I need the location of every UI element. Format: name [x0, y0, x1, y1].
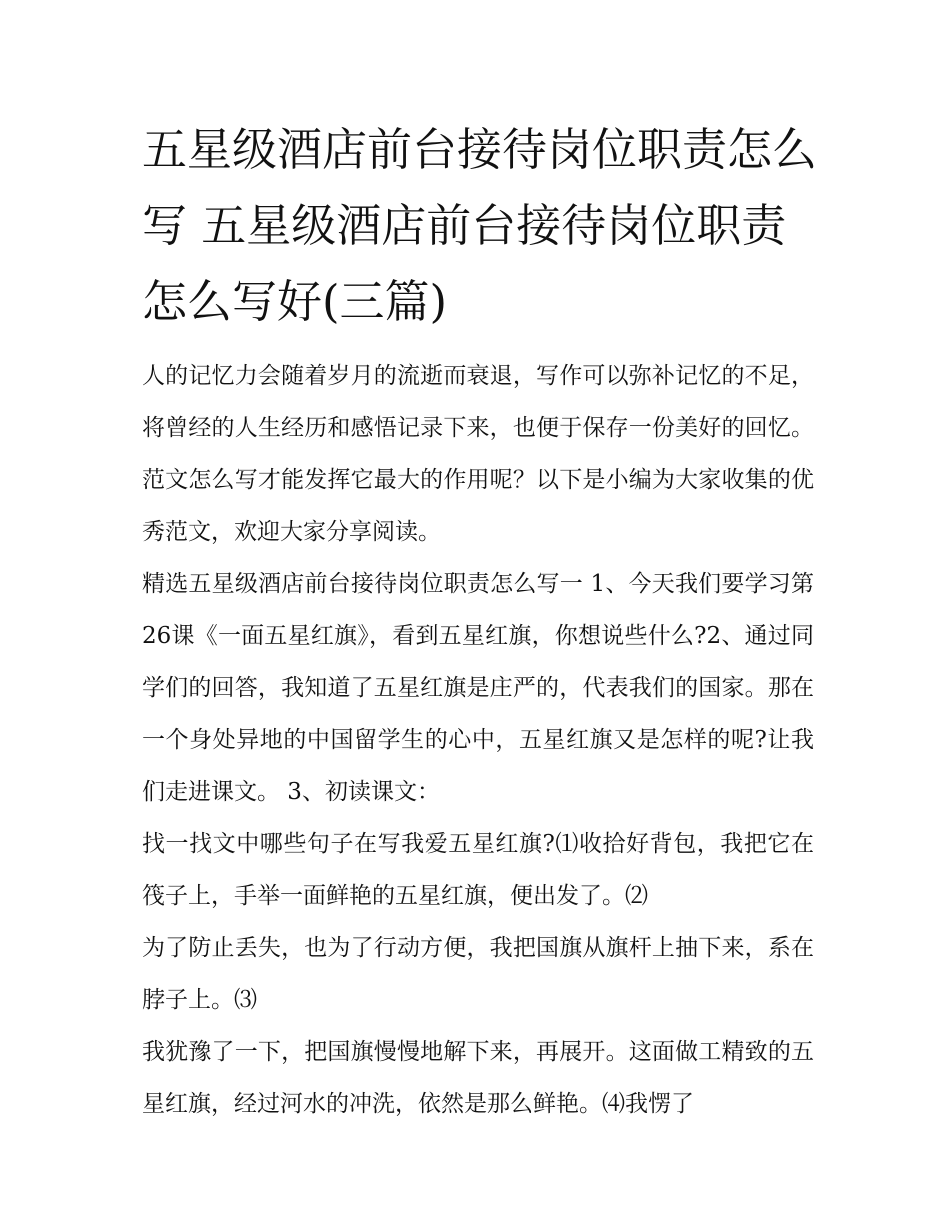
- paragraph-intro: 人的记忆力会随着岁月的流逝而衰退，写作可以弥补记忆的不足，将曾经的人生经历和感悟记录下来，也便于保存一份美好的回忆。范文怎么写才能发挥它最大的作用呢？以下是小编为大家收集的优秀范文，欢迎大家分享阅读。: [142, 363, 814, 545]
- paragraph-tie-flag: 为了防止丢失，也为了行动方便，我把国旗从旗杆上抽下来，系在脖子上。⑶: [142, 935, 814, 1013]
- document-title: 五星级酒店前台接待岗位职责怎么写 五星级酒店前台接待岗位职责怎么写好(三篇): [142, 123, 818, 328]
- paragraph-find-sentences: 找一找文中哪些句子在写我爱五星红旗?⑴收拾好背包，我把它在筏子上，手举一面鲜艳的五星红旗，便出发了。⑵: [142, 831, 814, 909]
- document-body: [142, 350, 814, 1130]
- paragraph-lesson: 精选五星级酒店前台接待岗位职责怎么写一 1、今天我们要学习第26课《一面五星红旗》，看到五星红旗，你想说些什么?2、通过同学们的回答，我知道了五星红旗是庄严的，代表我们的国家。那在一个身处异地的中国留学生的心中，五星红旗又是怎样的呢?让我们走进课文。 3、初读课文：: [142, 571, 814, 805]
- paragraph-unfold-flag: 我犹豫了一下，把国旗慢慢地解下来，再展开。这面做工精致的五星红旗，经过河水的冲洗，依然是那么鲜艳。⑷我愣了: [142, 1039, 814, 1117]
